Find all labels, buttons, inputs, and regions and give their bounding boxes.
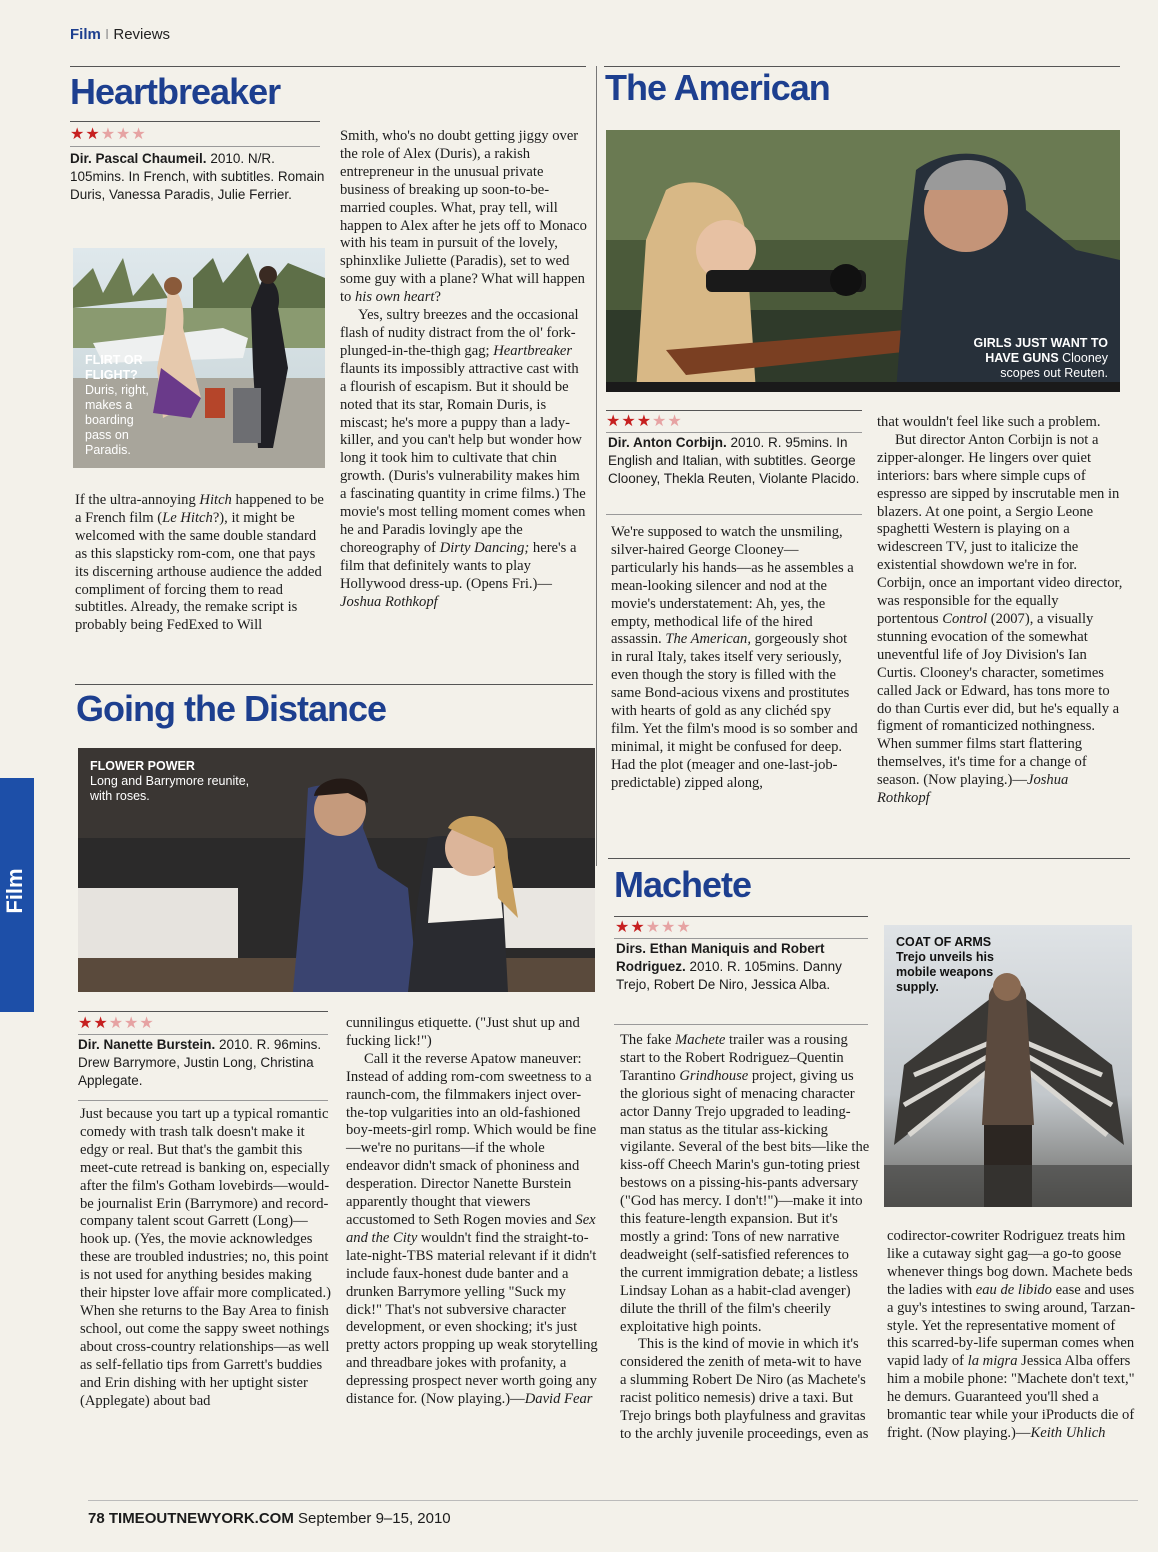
- review-body-col1: [611, 524, 861, 793]
- issue-dates: September 9–15, 2010: [298, 1510, 451, 1527]
- text: flaunts its impossibly attractive cast with a flourish of escapism. But it should be noted that its star, Romain Duris, is miscast; he's more a puppy than a lady-killer, and you can't help but wonder how long it took him to cultivate that chin growth. (Duris's vulnerability makes him a fascinating quantity in crime films.) The movie's most telling moment comes when he and Paradis lovingly ape the choreography of: [340, 360, 586, 556]
- divider: [606, 432, 862, 433]
- caption-head: FLOWER POWER: [90, 759, 195, 773]
- star-rating: ★★★★★: [615, 919, 692, 936]
- star-rating: ★★★★★: [606, 413, 683, 430]
- divider: [70, 121, 320, 122]
- text: happened to be a French film (: [75, 492, 324, 526]
- divider: [606, 514, 862, 515]
- section-name: Film: [70, 26, 101, 43]
- divider: [606, 410, 862, 411]
- photo-the-american: [606, 130, 1120, 392]
- subsection-name: Reviews: [113, 26, 171, 43]
- divider: [614, 938, 868, 939]
- text: trailer was a rousing start to the Robert Rodriguez–Quentin Tarantino: [620, 1032, 848, 1084]
- text: If the ultra-annoying: [75, 492, 200, 508]
- text: But director Anton Corbijn is not a zipper-alonger. He lingers over quiet interiors: bars where simple cups of espresso are sipped by inscrutable men in blazers. At one point, a Sergio Leone spaghetti Western is playing on a widescreen TV, just to italicize the existential showdown we're in for. Corbijn, once an important video director, was responsible for the equally portentous: [877, 431, 1123, 627]
- text: ease and uses a guy's intestines to swing around, Tarzan-style. Yet the representative moment of this scarred-by-life superman comes when vapid lady of: [887, 1281, 1136, 1370]
- byline: Joshua Rothkopf: [340, 593, 438, 610]
- credits-info: 2010. R. 105mins. Danny Trejo, Robert De Niro, Jessica Alba.: [616, 959, 842, 992]
- review-credits: [70, 150, 325, 204]
- text-italic: Le Hitch: [162, 509, 213, 526]
- photo-machete: [884, 925, 1132, 1207]
- review-body-col1: [80, 1106, 332, 1410]
- text: (2007), a visually stunning evocation of the somewhat uneventful life of Joy Division's Ian Curtis. Clooney's character, sometimes called Jack or Edward, has tons more to do than Curtis ever did, but he's equally a figment of romanticized nothingness. When summer films start flattering themselves, it's time for a change of season. (Now playing.)—: [877, 610, 1120, 789]
- text: codirector-cowriter Rodriguez treats him like a cutaway sight gag—a go-to goose whenever things bog down. Machete beds the ladies with: [887, 1228, 1133, 1298]
- photo-caption: [90, 759, 250, 804]
- photo-heartbreaker: [73, 248, 325, 468]
- director: Dir. Pascal Chaumeil.: [70, 151, 207, 166]
- text: Smith, who's no doubt getting jiggy over the role of Alex (Duris), a rakish entrepreneur in the unusual private business of breaking up soon-to-be-married couples. What, pray tell, will happen to Alex after he jets off to Monaco with his team in pursuit of the lovely, sphinxlike Juliette (Paradis), set to wed some guy with a plane? What will happen to: [340, 128, 587, 306]
- divider: [614, 916, 868, 917]
- text-italic: Control: [942, 610, 988, 627]
- review-body-col2: [877, 414, 1123, 808]
- divider: [88, 1500, 1138, 1501]
- text: here's a film that definitely wants to play Hollywood dress-up. (Opens Fri.)—: [340, 539, 577, 592]
- caption-head: GIRLS JUST WANT TO HAVE GUNS: [973, 336, 1108, 365]
- text: cunnilingus etiquette. ("Just shut up and fucking lick!"): [346, 1015, 580, 1049]
- photo-caption: [896, 935, 1006, 995]
- text-italic: his own heart: [355, 289, 435, 306]
- byline: Joshua Rothkopf: [877, 772, 1069, 807]
- photo-caption: [85, 353, 163, 458]
- column-divider: [596, 66, 597, 866]
- credits-info: 2010. R. 96mins. Drew Barrymore, Justin Long, Christina Applegate.: [78, 1037, 322, 1088]
- byline: David Fear: [524, 1391, 593, 1408]
- review-credits: [78, 1036, 328, 1090]
- director: Dir. Nanette Burstein.: [78, 1037, 216, 1052]
- divider: [78, 1034, 328, 1035]
- review-body-col2: [346, 1015, 598, 1409]
- text: gorgeously shot in rural Italy, takes itself very seriously, even though the story is filled with the same Bond-acious vixens and prostitutes with hearts of gold as any clichéd spy film. Yet the film's mood is so somber and minimal, it might be confused for deep. Had the plot (meager and one-last-job-predictable) zipped along,: [611, 631, 858, 791]
- photo-caption: [948, 336, 1108, 381]
- review-body-col1: [75, 492, 327, 635]
- director: Dir. Anton Corbijn.: [608, 435, 727, 450]
- text: Jessica Alba offers him a mobile phone: "Machete don't text," he demurs. Guaranteed you'll shed a bromantic tear while your iProducts die of fright. (Now playing.)—: [887, 1353, 1135, 1441]
- credits-info: 2010. N/R. 105mins. In French, with subtitles. Romain Duris, Vanessa Paradis, Julie Ferrier.: [70, 151, 325, 202]
- text: that wouldn't feel like such a problem.: [877, 414, 1101, 430]
- divider: [78, 1100, 328, 1101]
- text: Yes, sultry breezes and the occasional flash of nudity distract from the ol' fork-plunged-in-the-thigh gag;: [340, 307, 579, 359]
- text-italic: Hitch: [199, 492, 232, 508]
- side-tab-label: Film: [2, 868, 27, 914]
- divider: [78, 1011, 328, 1012]
- caption-head: FLIRT OR FLIGHT?: [85, 353, 143, 382]
- page-number: 78: [88, 1510, 105, 1527]
- director: Dirs. Ethan Maniquis and Robert Rodriguez.: [616, 941, 825, 974]
- text: ?: [434, 289, 441, 306]
- review-credits: [616, 940, 872, 994]
- text-italic: Grindhouse: [679, 1067, 749, 1084]
- review-title-machete: Machete: [614, 864, 752, 905]
- header-separator: I: [105, 26, 110, 43]
- text: We're supposed to watch the unsmiling, silver-haired George Clooney—particularly his hands—as he assembles a mean-looking silencer and nod at the movie's understatement: Ah, yes, the empty, methodical life of the hired assassin.: [611, 524, 854, 648]
- review-body-col2: [887, 1228, 1137, 1443]
- text: wouldn't find the straight-to-late-night-TBS material relevant if it didn't include faux-honest dude banter and a drunken Barrymore yelling "Suck my dick!" That's not subversive character development, or even shocking; it's just pretty actors propping up weak storytelling and threadbare jokes with profanity, a depressing prospect never worth going any distance for. (Now playing.)—: [346, 1229, 598, 1408]
- text-italic: Machete: [675, 1032, 726, 1048]
- review-body-col2: [340, 128, 588, 611]
- site-name: TIMEOUTNEWYORK.COM: [108, 1510, 294, 1527]
- divider: [70, 66, 586, 67]
- review-body-col1: [620, 1032, 870, 1444]
- text-italic: eau de libido: [975, 1281, 1052, 1298]
- page-footer: [88, 1510, 451, 1527]
- side-section-tab: [0, 778, 34, 1012]
- text: project, giving us the glorious sight of menacing character actor Danny Trejo upgraded to leading-man status as the titular ass-kicking vigilante. Several of the best bits—like the kiss-off Cheech Marin's gun-toting priest bestows on a pissing-his-pants adversary ("God has mercy. I don't!")—make it into this feature-length expansion. But it's mostly a grind: Tons of new narrative deadweight (self-satisfied references to the current immigration debate; a listless Lindsay Lohan as a habit-clad avenger) dilute the thrill of the film's cheerily exploitative high points.: [620, 1067, 870, 1335]
- caption-text: Trejo unveils his mobile weapons supply.: [896, 950, 994, 994]
- star-rating: ★★★★★: [70, 126, 147, 143]
- text-italic: Heartbreaker: [493, 342, 573, 359]
- text: The fake: [620, 1032, 676, 1048]
- caption-text: Long and Barrymore reunite, with roses.: [90, 774, 250, 803]
- caption-text: Clooney scopes out Reuten.: [1000, 351, 1108, 380]
- text-italic: Dirty Dancing;: [439, 539, 530, 556]
- text: ?), it might be welcomed with the same double standard as this slapsticky rom-com, one that pays its discerning arthouse audience the added compliment of forcing them to read subtitles. Already, the remake script is probably being FedExed to Will: [75, 509, 322, 634]
- text-italic: la migra: [967, 1353, 1018, 1370]
- section-header: [70, 26, 170, 43]
- caption-text: Duris, right, makes a boarding pass on Paradis.: [85, 383, 149, 457]
- caption-head: COAT OF ARMS: [896, 935, 992, 949]
- byline: Keith Uhlich: [1030, 1424, 1106, 1441]
- review-title-going-the-distance: Going the Distance: [76, 688, 387, 729]
- text: Call it the reverse Apatow maneuver: Instead of adding rom-com sweetness to a raunch-com, the filmmakers inject over-the-top vulgarities into an old-fashioned boy-meets-girl romp. Which would be fine—we're no puritans—if the whole endeavor didn't smack of phoniness and desperation. Director Nanette Burstein apparently thought that viewers accustomed to Seth Rogen movies and: [346, 1050, 597, 1228]
- star-rating: ★★★★★: [78, 1015, 155, 1032]
- review-credits: [608, 434, 864, 488]
- review-title-the-american: The American: [605, 67, 830, 108]
- divider: [75, 684, 593, 685]
- divider: [70, 146, 320, 147]
- credits-info: 2010. R. 95mins. In English and Italian, with subtitles. George Clooney, Thekla Reuten, Violante Placido.: [608, 435, 860, 486]
- divider: [608, 858, 1130, 859]
- photo-going-the-distance: [78, 748, 595, 992]
- text: This is the kind of movie in which it's considered the zenith of meta-wit to have a slumming Robert De Niro (as Machete's racist politico nemesis) drive a taxi. But Trejo brings both playfulness and gravitas to the archly juvenile proceedings, even as: [620, 1336, 869, 1442]
- text-italic: Sex and the City: [346, 1211, 596, 1246]
- divider: [614, 1024, 868, 1025]
- review-title-heartbreaker: Heartbreaker: [70, 71, 281, 112]
- text-italic: The American,: [665, 631, 751, 648]
- text: Just because you tart up a typical romantic comedy with trash talk doesn't make it edgy or real. But that's the gambit this meet-cute retread is banking on, especially after the film's Gotham lovebirds—would-be journalist Erin (Barrymore) and record-company talent scout Garrett (Long)—hook up. (Yes, the movie acknowledges these are troubled industries; no, this point is not used for anything besides making their hipster love affair more complicated.) When she returns to the Bay Area to finish school, out come the sappy sweet nothings about cross-country relationships—as well as self-fellatio tips from Garrett's buddies and Erin dishing with her uptight sister (Applegate) about bad: [80, 1106, 331, 1409]
